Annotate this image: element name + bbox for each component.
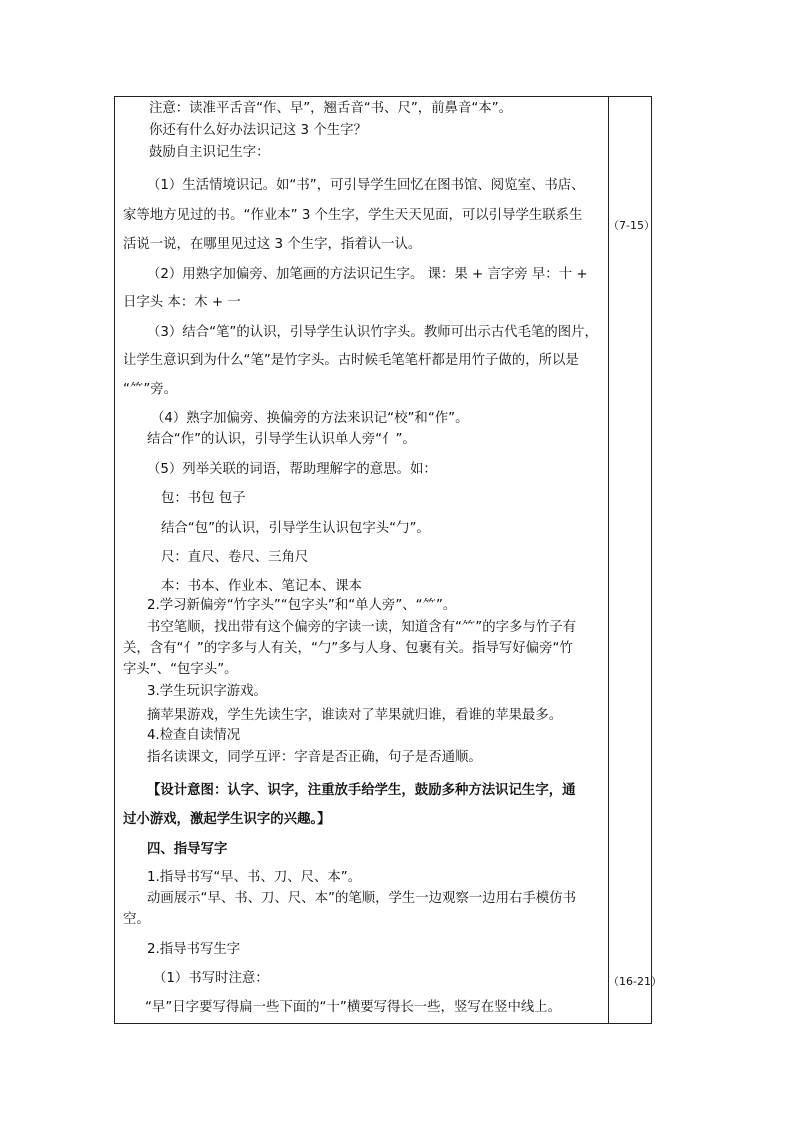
- time-note: （7-15）: [608, 219, 655, 232]
- text-line: （1）生活情境识记。如“书”，可引导学生回忆在图书馆、阅览室、书店、: [147, 178, 585, 193]
- text-line: 结合“作”的认识，引导学生认识单人旁“亻”。: [147, 432, 416, 447]
- text-line: 家等地方见过的书。“作业本” 3 个生字，学生天天见面，可以引导学生联系生: [123, 208, 583, 223]
- text-line: 2.指导书写生字: [147, 942, 241, 957]
- text-line: 动画展示“早、书、刀、尺、本”的笔顺，学生一边观察一边用右手模仿书: [147, 891, 576, 906]
- text-line: 1.指导书写“早、书、刀、尺、本”。: [147, 870, 362, 885]
- section-heading: 四、指导写字: [147, 842, 228, 857]
- text-line: 尺：直尺、卷尺、三角尺: [161, 550, 309, 565]
- text-line: 让学生意识到为什么“笔”是竹字头。古时候毛笔笔杆都是用竹子做的，所以是: [123, 353, 579, 368]
- text-line: 结合“包”的认识，引导学生认识包字头“勹”。: [161, 521, 430, 536]
- text-line: 4.检查自读情况: [147, 728, 241, 743]
- text-line: 书空笔顺，找出带有这个偏旁的字读一读，知道含有“⺮”的字多与竹子有: [147, 620, 576, 635]
- text-line: （2）用熟字加偏旁、加笔画的方法识记生字。 课：果 + 言字旁 早：十 +: [147, 267, 588, 282]
- text-line: （4）熟字加偏旁、换偏旁的方法来识记“校”和“作”。: [151, 411, 469, 426]
- text-line: （5）列举关联的词语，帮助理解字的意思。如：: [147, 462, 437, 477]
- lesson-plan-table: [114, 96, 662, 1024]
- text-line: 空。: [123, 912, 150, 927]
- text-line: 摘苹果游戏，学生先读生字，谁读对了苹果就归谁，看谁的苹果最多。: [147, 708, 563, 723]
- text-line: 指名读课文，同学互评：字音是否正确，句子是否通顺。: [147, 750, 482, 765]
- design-intent-line: 【设计意图：认字、识字，注重放手给学生，鼓励多种方法识记生字，通: [147, 783, 576, 798]
- design-intent-line: 过小游戏，激起学生识字的兴趣。】: [123, 812, 331, 827]
- text-line: “早”日字要写得扁一些下面的“十”横要写得长一些，竖写在竖中线上。: [145, 1000, 562, 1015]
- time-note: （16-21）: [608, 975, 662, 988]
- text-line: 3.学生玩识字游戏。: [147, 684, 267, 699]
- text-line: “⺮”旁。: [123, 382, 178, 397]
- text-line: 字头”、“包字头”。: [123, 662, 238, 677]
- text-line: 关，含有“亻”的字多与人有关，“勹”多与人身、包裹有关。指导写好偏旁“竹: [123, 641, 573, 656]
- text-line: 本：书本、作业本、笔记本、课本: [161, 579, 362, 594]
- text-line: 注意：读准平舌音“作、早”，翘舌音“书、尺”，前鼻音“本”。: [149, 101, 512, 116]
- text-line: （1）书写时注意：: [153, 971, 269, 986]
- text-line: 鼓励自主识记生字：: [149, 145, 270, 160]
- text-line: 日字头 本：木 + 一: [123, 295, 241, 310]
- content-column: [115, 97, 608, 1023]
- text-line: 你还有什么好办法识记这 3 个生字？: [149, 123, 367, 138]
- text-line: 活说一说，在哪里见过这 3 个生字，指着认一认。: [123, 237, 422, 252]
- time-column: [608, 97, 662, 1023]
- text-line: （3）结合“笔”的认识，引导学生认识竹字头。教师可出示古代毛笔的图片，: [147, 325, 598, 340]
- text-line: 包：书包 包子: [161, 491, 246, 506]
- text-line: 2.学习新偏旁“竹字头”“包字头”和“单人旁”、“⺮”。: [147, 598, 457, 613]
